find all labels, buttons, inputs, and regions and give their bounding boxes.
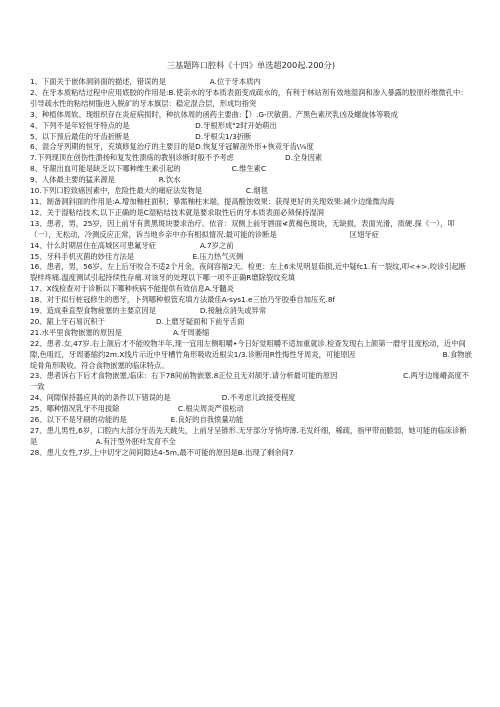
question-item: 8、牙龈出血可能是缺乏以下哪种维生素引起的 C.维生素C xyxy=(30,164,267,174)
question-item: 9、人体最主要的猛来源是 R.饮水 xyxy=(30,175,181,185)
question-item: 7.下列现顶在创伤性溃扬和复发性溃疡的教别诊断时般不予考虑 D.全身因素 xyxy=(30,153,323,163)
question-item: 15、牙科手机灭菌的妙佳方法是 E.压力热气灭侧 xyxy=(30,251,244,261)
question-item: 16、患者，男，56岁。左上后牙咬合不适2个月余，夜间容福2天。检更：左上6未见明显茹损,近中疑fc1.有一裂纹,叩<+>.咬诊引起断裂样疼痛.温度测试引起持续性存痛.对该牙的处理以下哪一项不正确R磨除裂纹充填 xyxy=(30,262,467,283)
question-list xyxy=(30,77,472,459)
question-item: 25、哪种情况乳牙不用拔除 C.根尖周炎严很松动 xyxy=(30,404,244,414)
question-item: 4、下列不是年轻恒牙特点的是 D.牙根形成"2时开始萌出 xyxy=(30,120,277,130)
question-item: 17、X线检查对于诊断以下哪种疾病不能提供有效信息A.牙髓炎 xyxy=(30,284,234,294)
question-item: 22、患者.女,47岁.右上颌后才不能咬物半年,现一宜用左侧咀嚼•今日好觉咀嚼不适加重就诊.检查发现右上颌第一磨牙且度松动，近中间隙,色咀红，牙周萎缩约2m.X线片示近中牙槽竹角形吸收近根尖1/3.诊断用R性悔性牙周炎，可能原因 B.食物嵌绽骨角形吸收。符合食物嵌塞的临床特点。 xyxy=(30,338,472,370)
question-item: 21.水平里食物嵌塞的原因是 A.牙周萎缩 xyxy=(30,327,210,337)
question-item: 5、以下预后最佳的牙齿折断是 D.牙根尖1/3折断 xyxy=(30,131,252,141)
question-item: 24、间隙保持器应具的的条件以下错误的是 D.不考虑儿政接受程度 xyxy=(30,393,296,403)
question-item: 18、对于拟行桩冠修生的患牙，卜列哪种根管充填方法最佳A-sys1.e三抬乃牙胶垂自加压充.8f xyxy=(30,295,336,305)
question-item: 2、在牙本质粘结过程中应用底胶的作用是:B.使亲水的牙本质表面变成疏水的，有利于林站剂有效地湿润和渗入暴露的胶原纤维微孔中：引导疏水性的粘结树脂进入脱矿的牙本旗层：稳定混合层，形成均指突 xyxy=(30,87,468,108)
question-item: 27、患儿男性,6岁，口腔内大部分牙齿先天跳失，上前牙呈锥形.无牙部分牙悄垮薄.毛发纤细，稀疏，指甲带而脆弱，她可能的临床诊断是 A.有汗型外胚叶发育不全 xyxy=(30,426,467,446)
question-item: 20、龈上牙石易沉积于 D.上磨牙疑面和下前牙舌面 xyxy=(30,316,245,326)
question-item: 23、患者诉右下后才食物嵌塞,临床：右下78间前物嵌塞.8正位且无对颉牙.请分析最可能的原因 C.两牙边缘嵴高度不一致 xyxy=(30,371,469,392)
question-item: 19、造成垂直型食物疲塞的主要京因是 D.接触点消失或异常 xyxy=(30,306,267,316)
question-item: 13、患者，男，25岁，因上前牙有黄黑斑块要求治疗。依音：双侧上前牙唇面≮黄褐色斑块，无缺损，表面光滑，质硬.探《一），叩（一），无松动，冷测反应正常，诉当地乡亲中亦有相拟情况.最可能的诊断是 区翅牙症 xyxy=(30,218,455,239)
question-item: 6、混合牙列期的恒牙，充填修复治疗的主要目的是D.恢复牙冠解剖外形+恢竞牙齿\⅛度 xyxy=(30,142,314,152)
question-item: 12、关于湿粘结技术,以下正确的是C湿粘结技术就是要求取性后的牙本质表面必须保持湿润 xyxy=(30,207,324,217)
question-item: 26、以下不是牙刷的功能的是 E.良好的自我愤量功能 xyxy=(30,415,244,425)
question-item: 3、种植体周软、现组织存在炎症病损时，种抗体周的函药主要曲:【）.G-厌敏菌、产黑色素厌乳凶及螺旋体等吸成 xyxy=(30,109,398,119)
question-item: 28、患儿女性,7岁,上中切牙之间间隙达4-5m,最不可能的原因是B.出现了剩余间7 xyxy=(30,447,294,457)
question-item: 10.下列口腔致癌因素中，危险性最大的痛症法发物是 C.烟毯 xyxy=(30,186,268,196)
document-title: 三基题阵口腔科《十四》单选超200起.200分) xyxy=(166,60,336,70)
question-item: 1、下面关于嵌体洞斜面的描述，错误的是 A.位于牙本质内 xyxy=(30,77,261,86)
question-item: 11、制备洞斜面的作用是:A.增加釉柱面积；暴需釉柱末端，提高酸蚀效果：获得更好的关现效果:减少边缘微沟海 xyxy=(30,196,395,206)
question-item: 14、什么时期居住在高城区可患氟牙症 A.7岁之前 xyxy=(30,240,234,250)
